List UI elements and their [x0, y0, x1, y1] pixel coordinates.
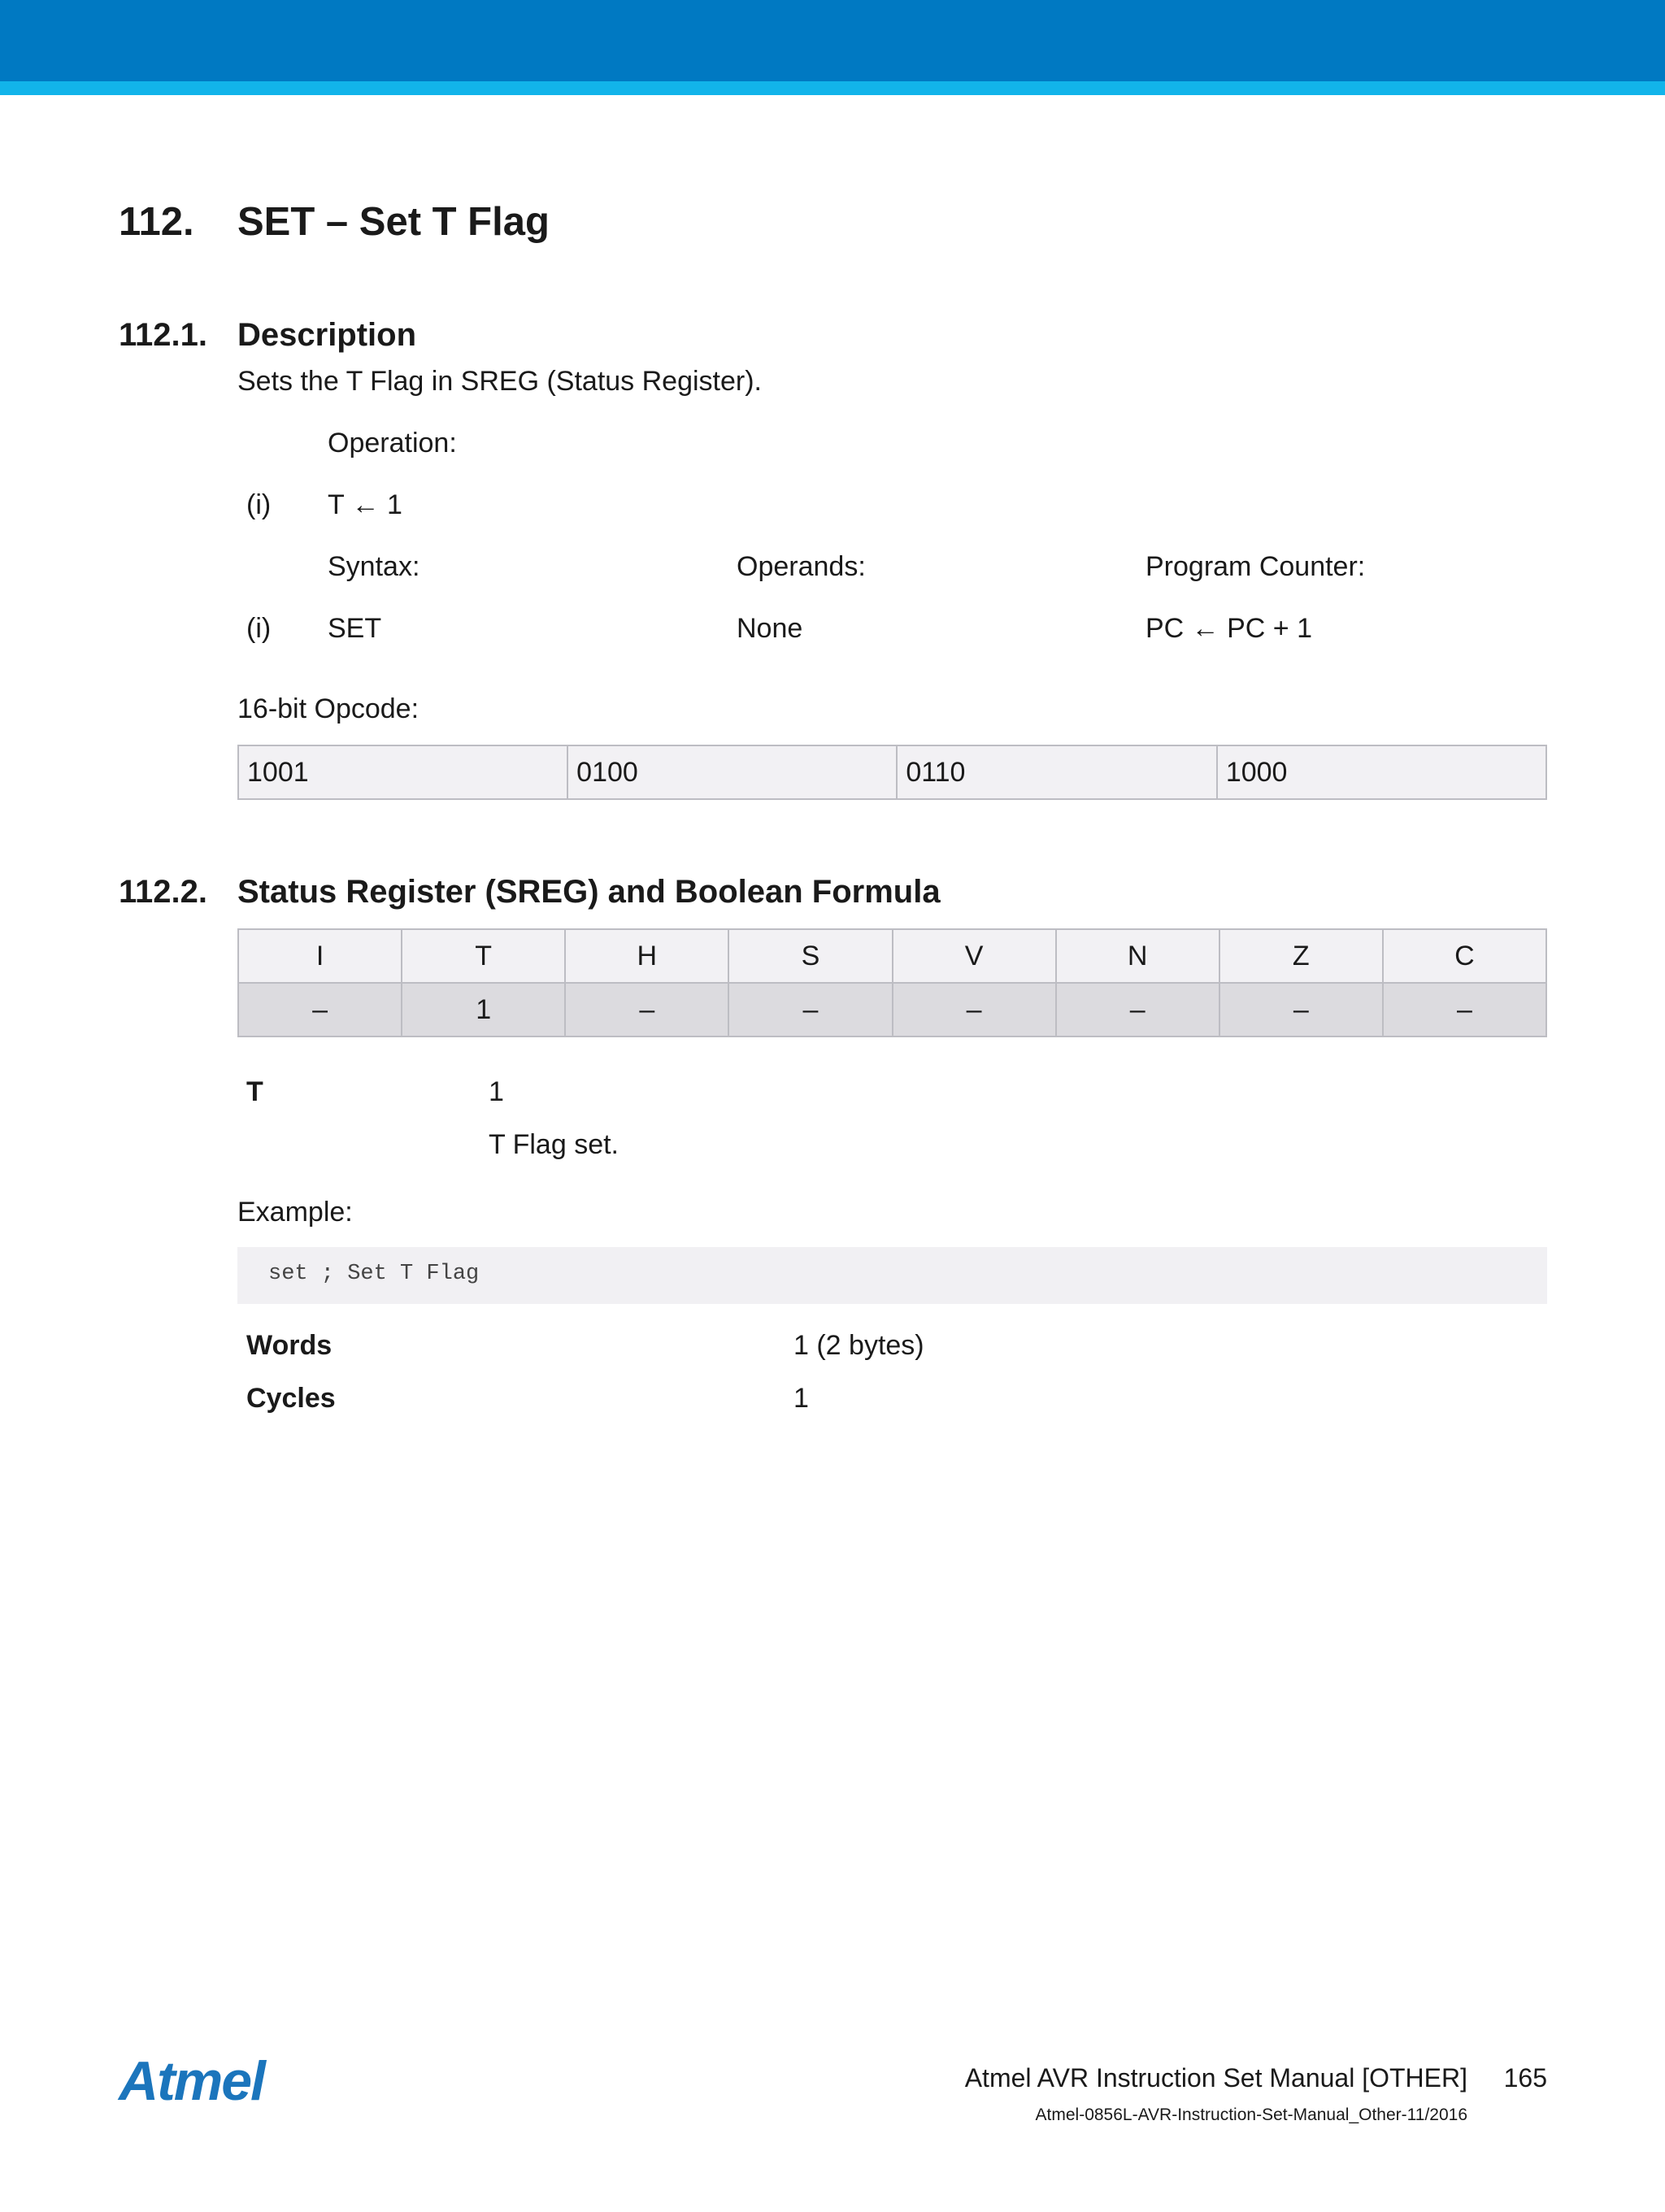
- flag-description: T Flag set.: [489, 1129, 619, 1160]
- flag-name: T: [246, 1076, 263, 1107]
- section-title: SET – Set T Flag: [237, 200, 550, 244]
- flag-value: 1: [489, 1076, 504, 1107]
- syntax-index: (i): [246, 613, 272, 644]
- sreg-flag-row: [238, 929, 1546, 983]
- sreg-value-cell: –: [728, 983, 892, 1036]
- words-value: 1 (2 bytes): [793, 1330, 924, 1361]
- operation-label: Operation:: [328, 428, 457, 458]
- sreg-value-cell: 1: [402, 983, 565, 1036]
- sreg-flag-cell: I: [238, 929, 402, 983]
- footer-page-number: 165: [1503, 2063, 1547, 2092]
- sreg-value-cell: –: [1219, 983, 1383, 1036]
- description-text: Sets the T Flag in SREG (Status Register).: [237, 366, 763, 397]
- program-counter-label: Program Counter:: [1146, 551, 1366, 582]
- program-counter-value: PC ← PC + 1: [1146, 613, 1313, 644]
- sreg-value-cell: –: [1383, 983, 1546, 1036]
- sreg-flag-cell: V: [893, 929, 1056, 983]
- sreg-flag-cell: S: [728, 929, 892, 983]
- footer-doc-id: Atmel-0856L-AVR-Instruction-Set-Manual_Other-11/2016: [1035, 2106, 1467, 2124]
- opcode-cell: 1000: [1217, 745, 1546, 799]
- words-label: Words: [246, 1330, 333, 1361]
- syntax-label: Syntax:: [328, 551, 420, 582]
- opcode-cell: 1001: [238, 745, 567, 799]
- section-number: 112.: [119, 200, 194, 244]
- cycles-value: 1: [793, 1383, 809, 1414]
- opcode-table: [237, 745, 1547, 800]
- opcode-row: [238, 745, 1546, 799]
- cycles-label: Cycles: [246, 1383, 336, 1414]
- footer-manual-title: Atmel AVR Instruction Set Manual [OTHER]: [964, 2063, 1467, 2092]
- opcode-cell: 0100: [567, 745, 897, 799]
- description-title: Description: [237, 317, 417, 353]
- sreg-title: Status Register (SREG) and Boolean Formula: [237, 874, 941, 910]
- sreg-flag-cell: T: [402, 929, 565, 983]
- atmel-logo: Atmel: [119, 2050, 264, 2112]
- sreg-value-row: [238, 983, 1546, 1036]
- header-stripe: [0, 81, 1665, 95]
- sreg-flag-cell: Z: [1219, 929, 1383, 983]
- operation-index: (i): [246, 489, 272, 520]
- code-block: [237, 1247, 1547, 1304]
- sreg-number: 112.2.: [119, 874, 208, 910]
- description-number: 112.1.: [119, 317, 208, 353]
- code-text: set ; Set T Flag: [268, 1262, 480, 1286]
- sreg-value-cell: –: [565, 983, 728, 1036]
- opcode-cell: 0110: [897, 745, 1217, 799]
- sreg-value-cell: –: [1056, 983, 1219, 1036]
- sreg-value-cell: –: [238, 983, 402, 1036]
- operands-label: Operands:: [737, 551, 866, 582]
- sreg-flag-cell: H: [565, 929, 728, 983]
- opcode-label: 16-bit Opcode:: [237, 693, 420, 724]
- sreg-flag-cell: C: [1383, 929, 1546, 983]
- sreg-flag-cell: N: [1056, 929, 1219, 983]
- sreg-table: [237, 928, 1547, 1037]
- syntax-value: SET: [328, 613, 382, 644]
- sreg-value-cell: –: [893, 983, 1056, 1036]
- header-band: [0, 0, 1665, 81]
- example-label: Example:: [237, 1197, 353, 1228]
- operands-value: None: [737, 613, 803, 644]
- operation-value: T ← 1: [328, 489, 402, 520]
